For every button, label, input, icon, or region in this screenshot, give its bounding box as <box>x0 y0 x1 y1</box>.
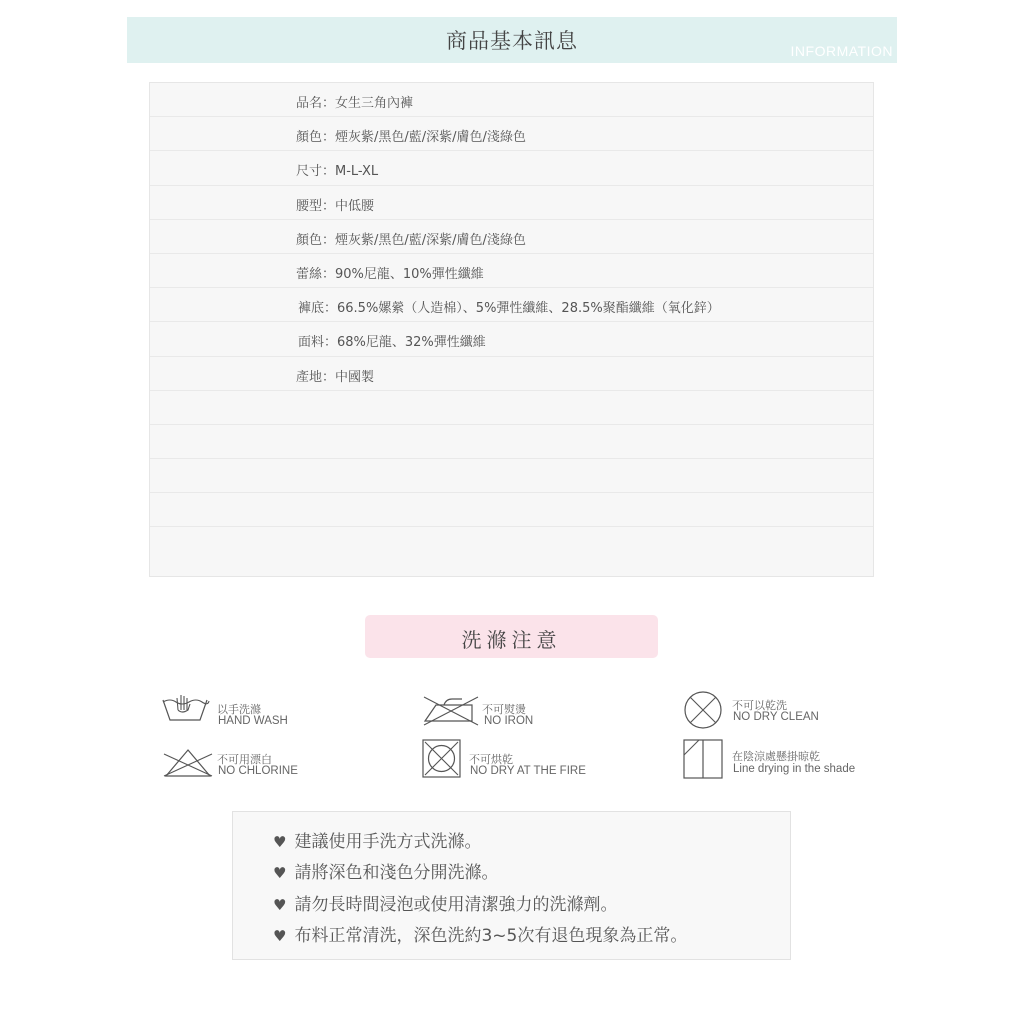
info-row-text: 品名：女生三角內褲 <box>296 96 414 111</box>
care-no-dry-clean <box>683 690 883 732</box>
note-text: 布料正常清洗，深色洗約3~5次有退色現象為正常。 <box>294 926 688 946</box>
heart-icon: ♥ <box>273 927 287 945</box>
info-row-text: 顏色：煙灰紫/黑色/藍/深紫/膚色/淺綠色 <box>296 130 526 146</box>
product-info-table <box>149 82 874 577</box>
line-dry-shade-icon <box>683 739 725 781</box>
no-iron-zh: 不可熨燙 <box>482 703 526 716</box>
info-row-text: 顏色：煙灰紫/黑色/藍/深紫/膚色/淺綠色 <box>296 232 526 248</box>
no-tumble-dry-icon <box>422 739 462 779</box>
no-dry-clean-icon <box>683 690 723 730</box>
info-row <box>150 220 873 254</box>
info-row <box>150 493 873 527</box>
info-row-text: 褲底：66.5%嫘縈（人造棉）、5%彈性纖維、28.5%聚酯纖維（氧化鋅） <box>298 301 720 317</box>
info-row-text: 蕾絲：90%尼龍、10%彈性纖維 <box>296 266 484 282</box>
care-no-iron <box>422 693 622 733</box>
hand-wash-icon <box>160 688 212 724</box>
no-chlorine-en: NO CHLORINE <box>218 765 298 777</box>
hand-wash-zh: 以手洗滌 <box>217 703 261 716</box>
no-tumble-dry-zh: 不可烘乾 <box>469 753 513 766</box>
wash-care-banner <box>365 615 658 658</box>
info-row-text: 產地：中國製 <box>296 369 375 385</box>
wash-notes-box <box>232 811 791 960</box>
care-hand-wash <box>160 688 360 730</box>
info-header-subtitle: INFORMATION <box>790 43 893 59</box>
note-text: 請將深色和淺色分開洗滌。 <box>294 863 499 883</box>
note-text: 建議使用手洗方式洗滌。 <box>294 832 482 852</box>
info-row <box>150 288 873 322</box>
info-row <box>150 186 873 220</box>
line-dry-shade-en: Line drying in the shade <box>733 763 856 775</box>
care-no-tumble-dry <box>422 739 622 781</box>
info-row <box>150 527 873 561</box>
no-dry-clean-zh: 不可以乾洗 <box>732 699 787 712</box>
note-item <box>273 827 481 852</box>
info-row <box>150 117 873 151</box>
info-row-text: 尺寸：M-L-XL <box>296 164 379 180</box>
info-row <box>150 83 873 117</box>
heart-icon: ♥ <box>273 896 287 914</box>
info-row <box>150 151 873 185</box>
no-iron-en: NO IRON <box>484 715 534 727</box>
info-row <box>150 391 873 425</box>
info-row-text: 面料：68%尼龍、32%彈性纖維 <box>298 335 486 351</box>
info-row <box>150 357 873 391</box>
info-row <box>150 425 873 459</box>
info-row <box>150 459 873 493</box>
info-header-title: 商品基本訊息 <box>446 29 578 53</box>
note-item <box>273 921 687 946</box>
note-text: 請勿長時間浸泡或使用清潔強力的洗滌劑。 <box>294 895 618 915</box>
hand-wash-en: HAND WASH <box>218 715 288 727</box>
info-row-text: 腰型：中低腰 <box>296 198 375 214</box>
no-dry-clean-en: NO DRY CLEAN <box>733 711 819 723</box>
care-line-dry-shade <box>683 739 883 781</box>
info-header-banner <box>127 17 897 63</box>
heart-icon: ♥ <box>273 833 287 851</box>
note-item <box>273 858 498 883</box>
wash-care-title: 洗滌注意 <box>461 628 562 652</box>
no-chlorine-icon <box>162 748 214 778</box>
no-chlorine-zh: 不可用漂白 <box>217 753 272 766</box>
info-row <box>150 254 873 288</box>
info-row <box>150 322 873 356</box>
note-item <box>273 890 617 915</box>
no-iron-icon <box>422 693 482 727</box>
care-no-chlorine <box>162 748 362 784</box>
no-tumble-dry-en: NO DRY AT THE FIRE <box>470 765 586 777</box>
line-dry-shade-zh: 在陰涼處懸掛晾乾 <box>732 750 820 763</box>
heart-icon: ♥ <box>273 864 287 882</box>
